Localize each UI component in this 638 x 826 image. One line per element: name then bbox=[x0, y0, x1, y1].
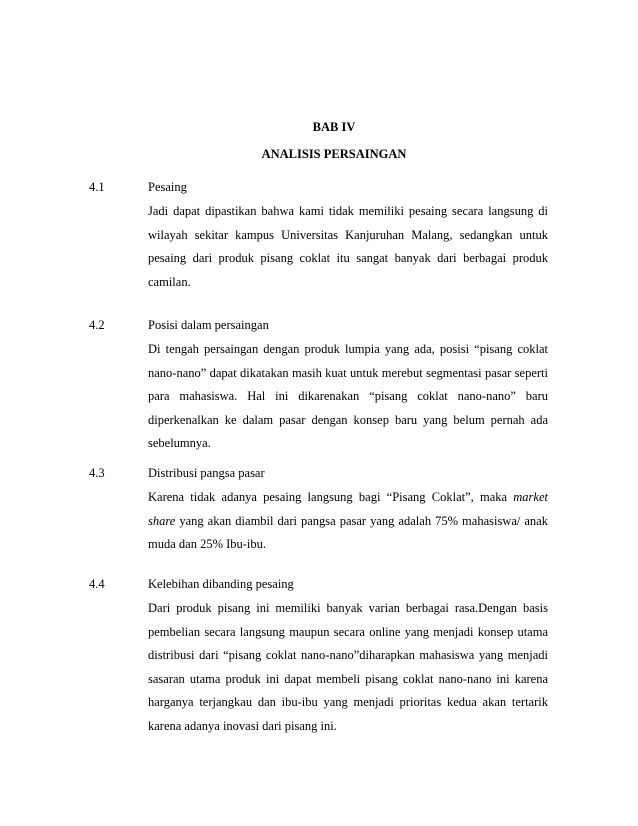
chapter-title: ANALISIS PERSAINGAN bbox=[261, 147, 407, 161]
section-paragraph: Jadi dapat dipastikan bahwa kami tidak memiliki pesaing secara langsung di wilayah sekitar kampus Universitas Kanjuruhan Malang, sedangkan untuk pesaing dari produk pisang coklat itu sangat banyak dari berbagai produk camilan. bbox=[148, 204, 548, 289]
section-title: Posisi dalam persaingan bbox=[148, 318, 269, 332]
section-paragraph bbox=[148, 486, 548, 557]
section-title: Distribusi pangsa pasar bbox=[148, 466, 265, 480]
chapter-label: BAB IV bbox=[312, 120, 356, 134]
section-number: 4.4 bbox=[89, 577, 105, 591]
section-title: Pesaing bbox=[148, 180, 187, 194]
section-number: 4.2 bbox=[89, 318, 105, 332]
section-paragraph: Dari produk pisang ini memiliki banyak varian berbagai rasa.Dengan basis pembelian secara langsung maupun secara online yang menjadi konsep utama distribusi dari “pisang coklat nano-nano”diharapkan mahasiswa yang menjadi sasaran utama produk ini dapat membeli pisang coklat nano-nano ini karena harganya terjangkau dan ibu-ibu yang menjadi prioritas kedua akan tertarik karena adanya inovasi dari pisang ini. bbox=[148, 601, 548, 733]
paragraph-emphasis: market share bbox=[148, 490, 548, 528]
paragraph-text: Karena tidak adanya pesaing langsung bagi “Pisang Coklat”, maka bbox=[148, 490, 514, 504]
section-number: 4.1 bbox=[89, 180, 105, 194]
paragraph-text: yang akan diambil dari pangsa pasar yang adalah 75% mahasiswa/ anak muda dan 25% Ibu-ibu. bbox=[148, 513, 548, 551]
section-paragraph: Di tengah persaingan dengan produk lumpia yang ada, posisi “pisang coklat nano-nano” dapat dikatakan masih kuat untuk merebut segmentasi pasar seperti para mahasiswa. Hal ini dikarenakan “pisang coklat nano-nano” baru diperkenalkan ke dalam pasar dengan konsep baru yang belum pernah ada sebelumnya. bbox=[148, 342, 548, 450]
section-title: Kelebihan dibanding pesaing bbox=[148, 577, 294, 591]
section-number: 4.3 bbox=[89, 466, 105, 480]
